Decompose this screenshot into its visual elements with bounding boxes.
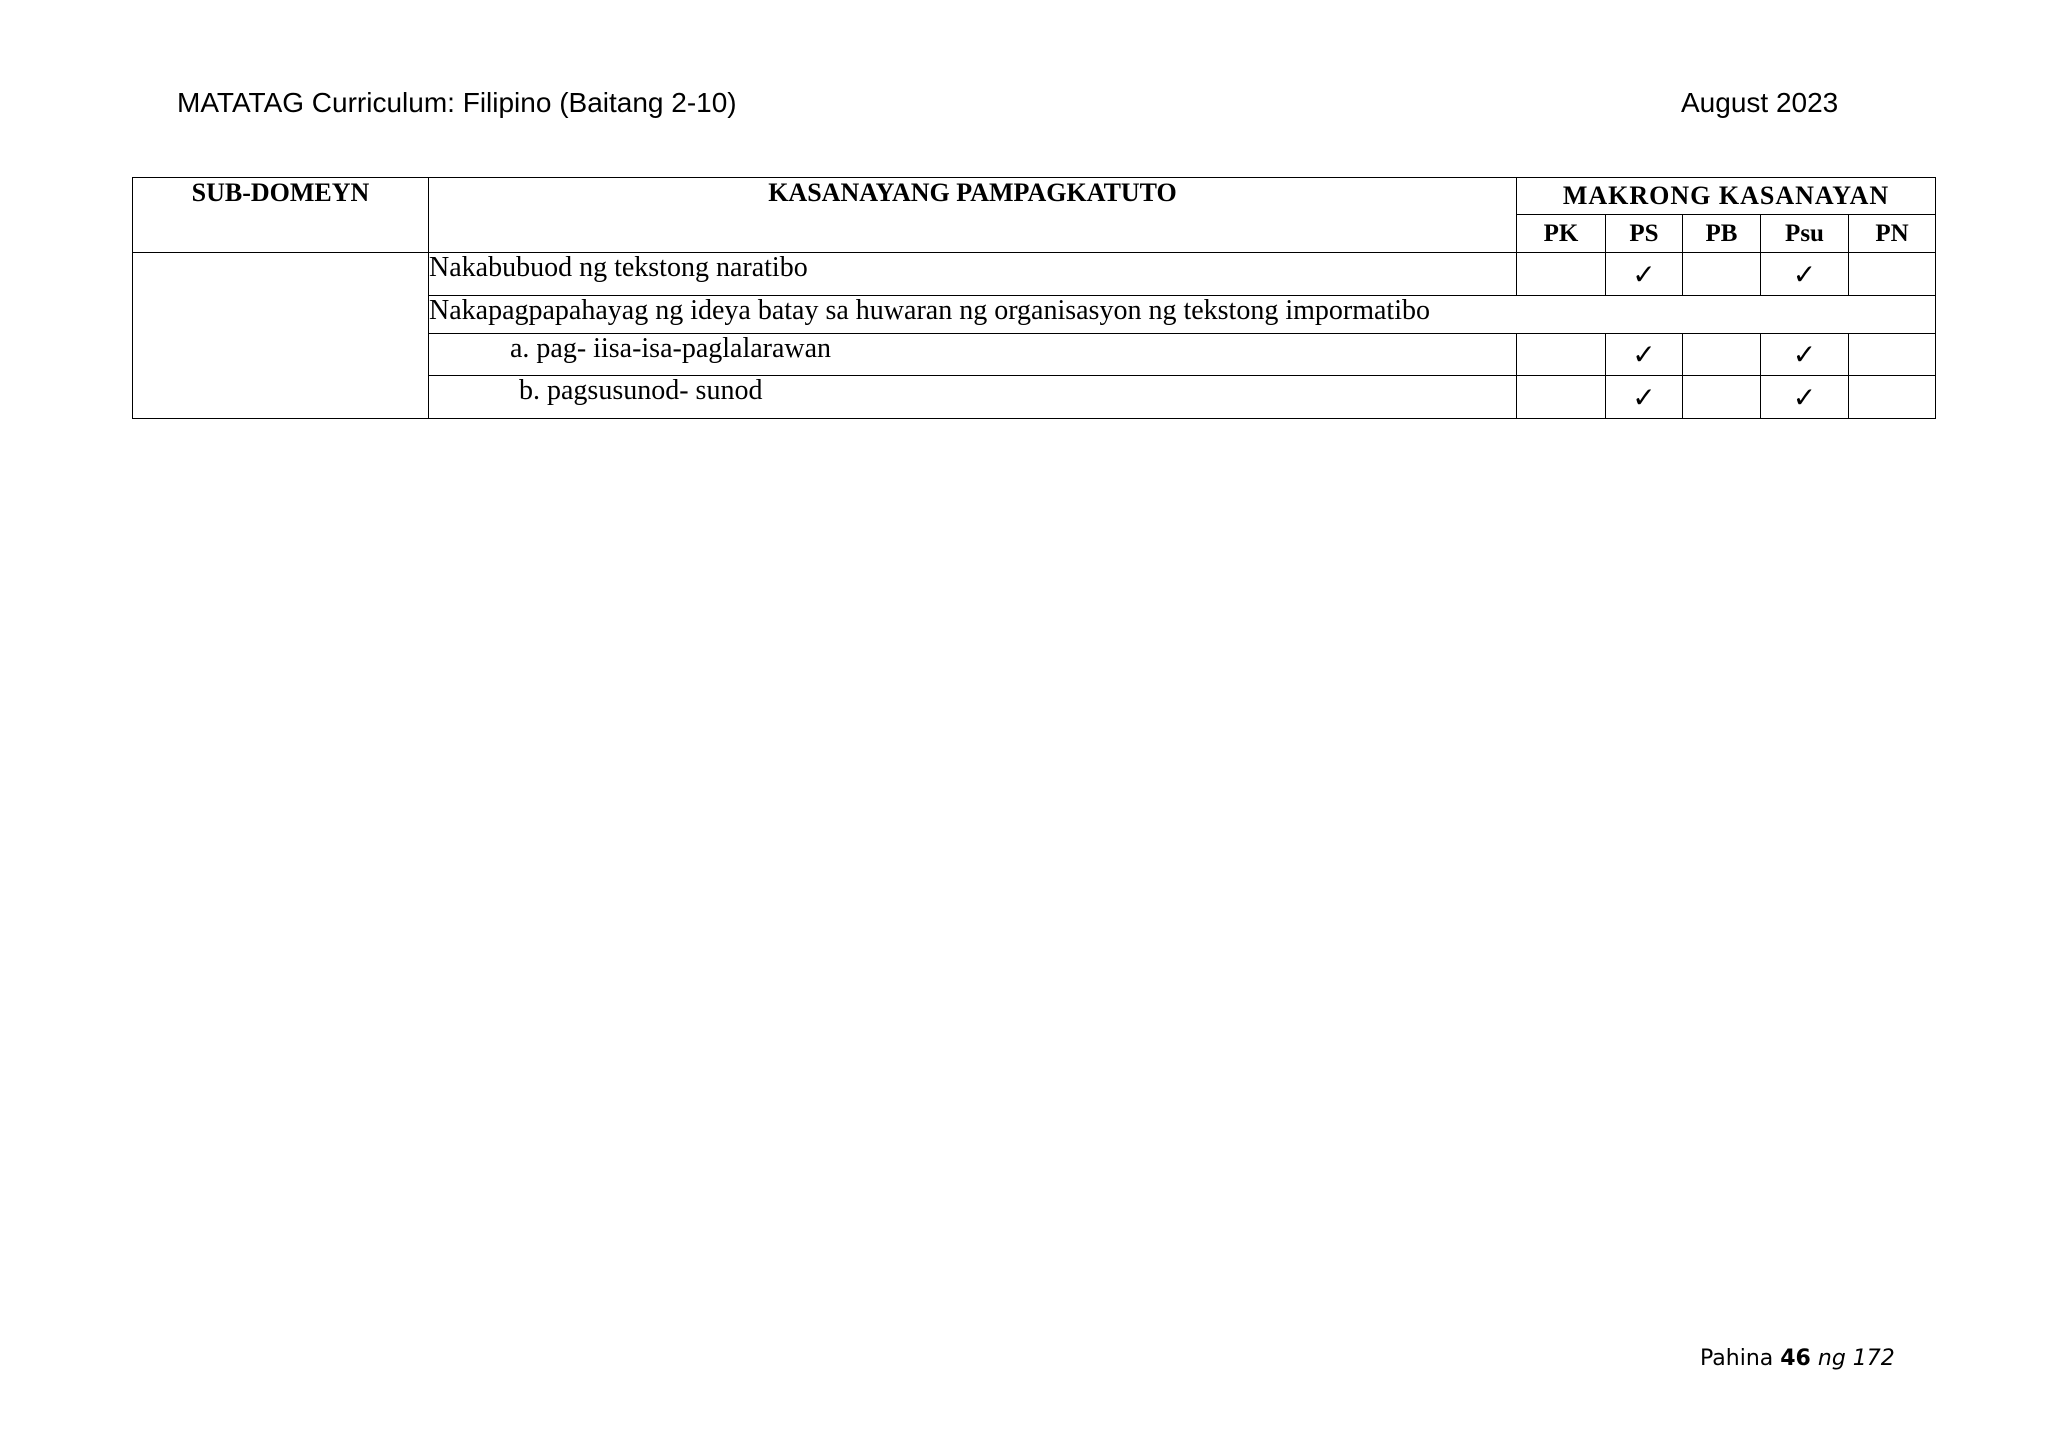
document-date: August 2023	[1681, 87, 1839, 118]
check-cell	[1683, 253, 1761, 296]
check-cell	[1849, 376, 1936, 419]
competency-cell: a. pag- iisa-isa-paglalarawan	[429, 334, 1517, 376]
page-number	[1700, 1346, 1895, 1371]
table-row	[133, 253, 1936, 296]
check-mark-icon: ✓	[1792, 380, 1817, 414]
competency-cell: Nakapagpapahayag ng ideya batay sa huwaran ng organisasyon ng tekstong impormatibo	[429, 296, 1936, 334]
check-cell	[1761, 253, 1849, 296]
page-label: Pahina	[1700, 1346, 1774, 1371]
check-cell	[1606, 376, 1683, 419]
check-mark-icon: ✓	[1632, 380, 1656, 414]
competency-table	[132, 177, 1936, 419]
check-cell	[1517, 253, 1606, 296]
check-cell	[1761, 376, 1849, 419]
competency-cell: b. pagsusunod- sunod	[429, 376, 1517, 419]
check-cell	[1849, 253, 1936, 296]
check-mark-icon: ✓	[1632, 338, 1656, 371]
check-cell	[1761, 334, 1849, 376]
table-header-row	[133, 178, 1936, 215]
check-mark-icon: ✓	[1632, 257, 1656, 291]
total-pages: 172	[1852, 1346, 1895, 1371]
header-skill-ps: PS	[1606, 215, 1683, 253]
check-mark-icon: ✓	[1792, 338, 1817, 371]
document-title: MATATAG Curriculum: Filipino (Baitang 2-10)	[177, 87, 737, 118]
header-competency: KASANAYANG PAMPAGKATUTO	[429, 178, 1517, 253]
header-skill-psu: Psu	[1761, 215, 1849, 253]
header-macro-skills: MAKRONG KASANAYAN	[1517, 178, 1936, 215]
header-skill-pn: PN	[1849, 215, 1936, 253]
check-cell	[1683, 334, 1761, 376]
header-skill-pb: PB	[1683, 215, 1761, 253]
check-mark-icon: ✓	[1792, 257, 1817, 291]
check-cell	[1849, 334, 1936, 376]
check-cell	[1517, 376, 1606, 419]
sub-domain-cell	[133, 253, 429, 419]
current-page: 46	[1780, 1346, 1811, 1371]
competency-cell: Nakabubuod ng tekstong naratibo	[429, 253, 1517, 296]
header-skill-pk: PK	[1517, 215, 1606, 253]
page-of-label: ng	[1817, 1346, 1846, 1371]
check-cell	[1517, 334, 1606, 376]
check-cell	[1606, 334, 1683, 376]
header-sub-domain: SUB-DOMEYN	[133, 178, 429, 253]
check-cell	[1606, 253, 1683, 296]
check-cell	[1683, 376, 1761, 419]
